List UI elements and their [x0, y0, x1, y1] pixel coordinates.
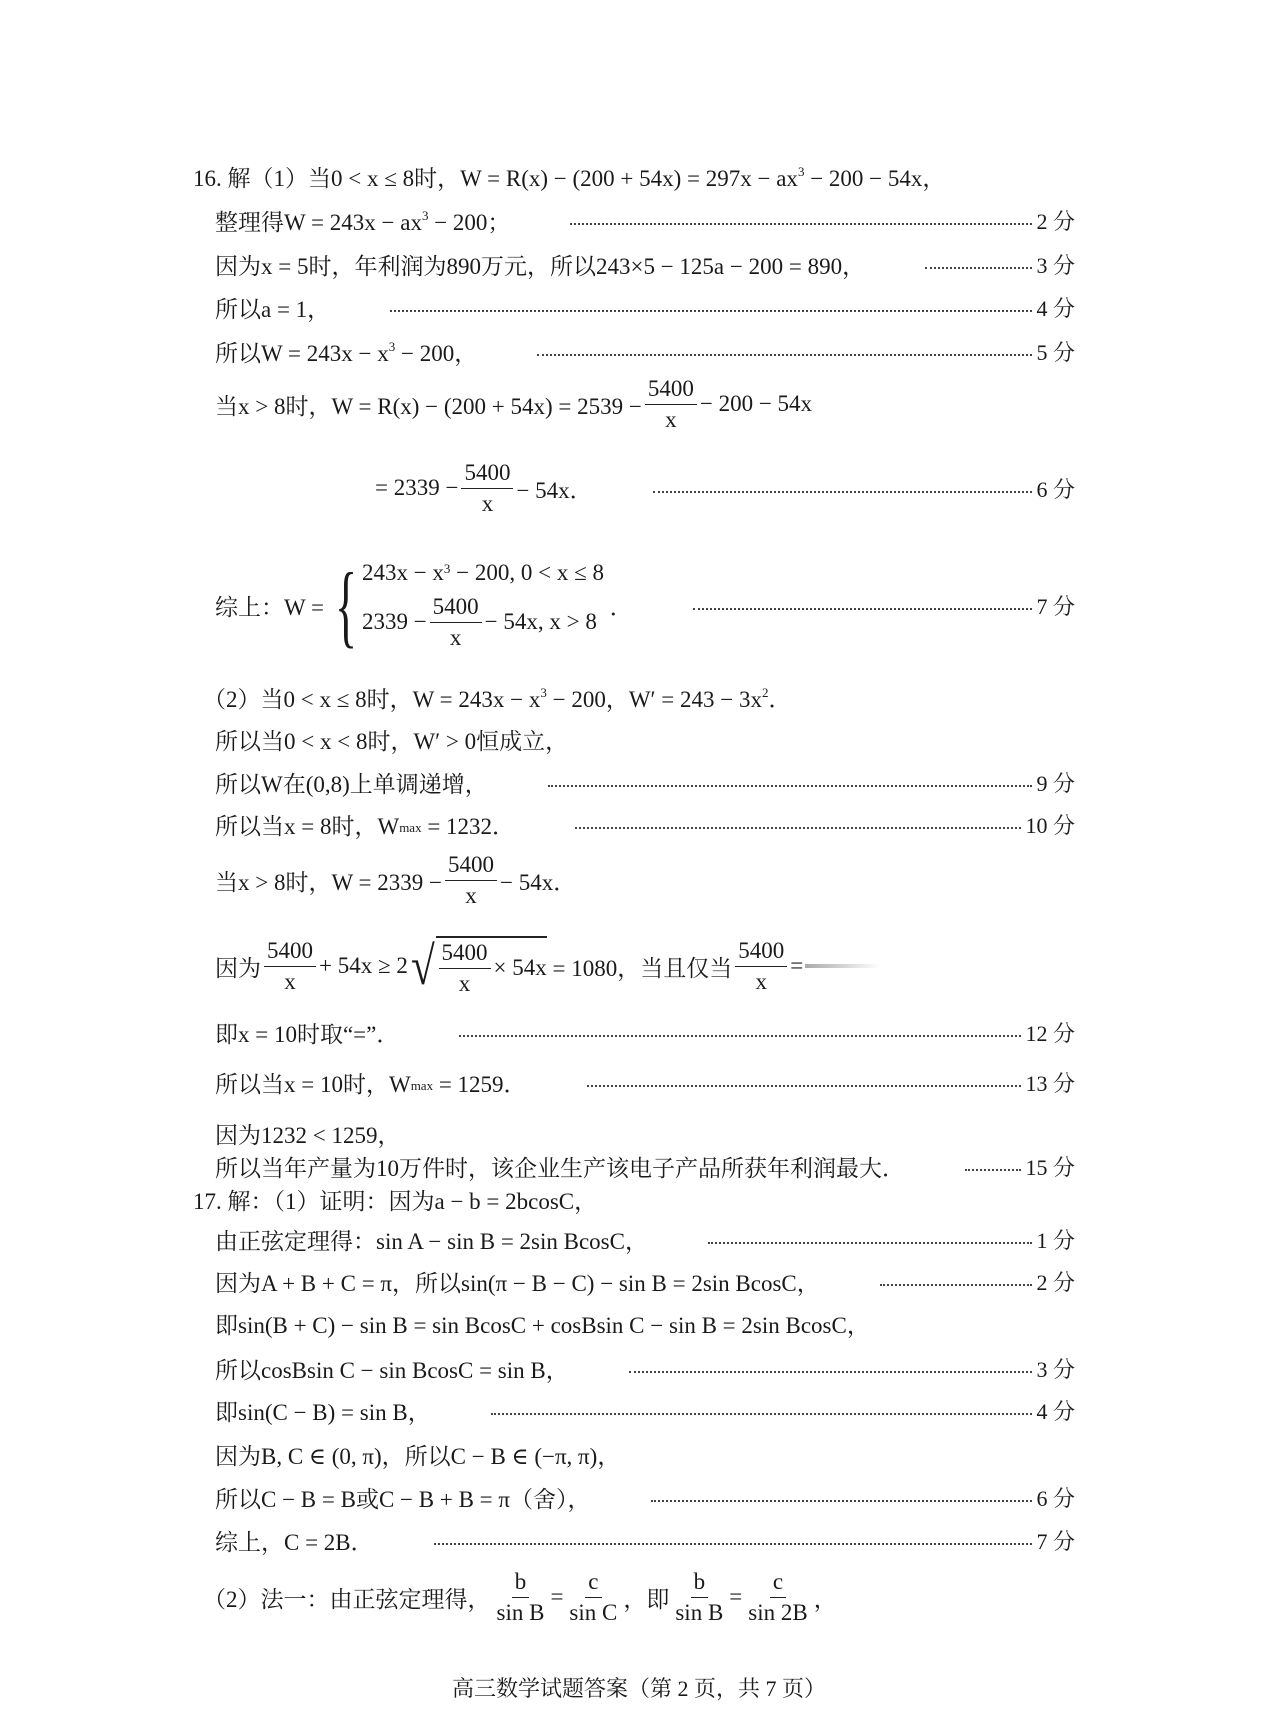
dotted-leader — [653, 491, 1033, 493]
fraction — [264, 938, 316, 994]
line-content — [215, 204, 510, 237]
dotted-leader — [965, 1169, 1021, 1171]
fraction — [566, 1569, 620, 1625]
math-text: = 1080，当且仅当 — [546, 955, 733, 981]
math-text: 所以a = 1， — [215, 296, 331, 322]
score-mark: 2 分 — [1036, 208, 1075, 234]
line-content — [215, 291, 330, 324]
dotted-leader — [434, 1543, 1033, 1545]
line-content — [215, 554, 633, 656]
score-mark: 9 分 — [1036, 770, 1075, 796]
denominator: sin B — [496, 1599, 545, 1625]
score-mark: 3 分 — [1036, 1356, 1075, 1382]
case-row — [362, 560, 604, 586]
line-content — [193, 1183, 597, 1216]
line-content — [215, 1016, 399, 1049]
line-content — [203, 681, 792, 714]
line-content — [215, 1307, 870, 1340]
numerator: c — [770, 1569, 786, 1597]
denominator: sin C — [569, 1599, 618, 1625]
math-text: = — [550, 1584, 564, 1609]
denominator: sin 2B — [748, 1599, 808, 1625]
numerator: b — [691, 1569, 709, 1597]
superscript: 3 — [540, 685, 547, 700]
math-text: 2339 − — [361, 609, 427, 634]
math-text: 因为1232 < 1259， — [215, 1122, 401, 1148]
math-text: 当x > 8时，W = R(x) − (200 + 54x) = 2539 − — [215, 393, 642, 419]
line-content — [215, 936, 880, 996]
line-content — [215, 723, 568, 756]
math-text: 17. 解：（1）证明：因为a − b = 2bcosC， — [193, 1188, 598, 1214]
denominator: x — [481, 490, 494, 516]
denominator: x — [665, 406, 677, 432]
math-text: = — [790, 953, 804, 978]
math-text: 所以W在(0,8)上单调递增， — [215, 771, 488, 797]
math-text: 综上：W = — [215, 594, 330, 620]
fraction — [445, 852, 497, 908]
line-content — [215, 1066, 527, 1099]
line-content — [215, 1117, 400, 1150]
score-mark: 7 分 — [1036, 1528, 1075, 1554]
score-mark: 13 分 — [1025, 1070, 1075, 1096]
math-text: （2）法一：由正弦定理得， — [203, 1586, 491, 1612]
score-mark: 5 分 — [1036, 339, 1075, 365]
dotted-leader — [651, 1500, 1033, 1502]
case-row — [362, 594, 604, 650]
fraction — [494, 1569, 548, 1625]
dotted-leader — [390, 310, 1032, 312]
math-text: 所以当x = 10时，W — [215, 1071, 411, 1097]
line-content — [215, 1524, 374, 1557]
page-footer: 高三数学试题答案（第 2 页，共 7 页） — [451, 1676, 826, 1701]
math-text: × 54x — [493, 955, 547, 980]
dotted-leader — [629, 1371, 1033, 1373]
superscript: 3 — [388, 339, 396, 354]
math-text: 当x > 8时，W = 2339 − — [215, 869, 442, 895]
radicand — [436, 936, 547, 996]
math-text: − 200； — [428, 209, 511, 235]
math-text: 即sin(B + C) − sin B = sin BcosC + cosBsin C − sin B = 2sin BcosC， — [215, 1312, 870, 1338]
subscript: max — [399, 820, 422, 835]
math-text: − 54x, x > 8 — [484, 609, 597, 634]
line-content — [215, 376, 812, 432]
math-text: 16. 解（1）当0 < x ≤ 8时，W = R(x) − (200 + 54x) = 297x − ax — [193, 165, 798, 191]
math-text: = 1232． — [421, 813, 516, 839]
math-text: 所以当年产量为10万件时，该企业生产该电子产品所获年利润最大． — [215, 1155, 905, 1181]
math-text: 因为B, C ∈ (0, π)，所以C − B ∈ (−π, π)， — [215, 1443, 621, 1469]
math-text: − 200 − 54x — [699, 391, 813, 416]
score-mark: 1 分 — [1036, 1227, 1075, 1253]
math-text: = — [729, 1584, 743, 1609]
math-text: − 200, 0 < x ≤ 8 — [450, 560, 604, 586]
score-mark: 2 分 — [1036, 1269, 1075, 1295]
superscript: 3 — [421, 208, 429, 223]
math-text: 即sin(C − B) = sin B， — [215, 1399, 431, 1425]
numerator: 5400 — [445, 852, 497, 880]
math-text: ，即 — [623, 1586, 670, 1612]
math-text: 由正弦定理得：sin A − sin B = 2sin BcosC， — [215, 1228, 648, 1254]
radical-sign: √ — [410, 936, 435, 996]
math-text: ， — [813, 1586, 837, 1612]
line-content — [215, 766, 488, 799]
dotted-leader — [459, 1035, 1021, 1037]
math-text: 所以W = 243x − x — [215, 340, 389, 366]
math-text: ． — [768, 686, 792, 712]
line-content — [215, 808, 515, 841]
math-text: − 200 − 54x， — [804, 165, 946, 191]
fraction — [735, 938, 787, 994]
line-content — [215, 248, 865, 281]
math-text: （2）当0 < x ≤ 8时，W = 243x − x — [203, 686, 541, 712]
dotted-leader — [880, 1284, 1033, 1286]
math-text: 所以C − B = B或C − B + B = π（舍）， — [215, 1486, 591, 1512]
dotted-leader — [693, 608, 1033, 610]
line-content — [215, 1223, 648, 1256]
denominator: sin B — [675, 1599, 724, 1625]
fraction — [430, 594, 482, 650]
line-content — [215, 335, 477, 368]
math-text: 因为x = 5时，年利润为890万元，所以243×5 − 125a − 200 = 890， — [215, 253, 866, 279]
score-mark: 4 分 — [1036, 295, 1075, 321]
denominator: x — [458, 970, 471, 996]
math-text: + 54x ≥ 2 — [319, 953, 408, 978]
math-text: − 54x． — [516, 477, 593, 503]
line-content — [215, 1481, 591, 1514]
line-content — [375, 460, 593, 516]
math-text: ． — [604, 594, 633, 620]
score-mark: 6 分 — [1036, 1485, 1075, 1511]
line-content — [215, 1352, 569, 1385]
numerator: 5400 — [645, 376, 697, 404]
line-content — [215, 1150, 905, 1183]
score-mark: 3 分 — [1036, 252, 1075, 278]
dotted-leader — [548, 785, 1033, 787]
denominator: x — [465, 882, 477, 908]
numerator: 5400 — [430, 594, 482, 622]
line-content — [203, 1569, 837, 1625]
fraction — [461, 460, 513, 516]
fraction — [645, 376, 697, 432]
score-mark: 6 分 — [1036, 476, 1075, 502]
math-text: 即x = 10时取“=”． — [215, 1021, 400, 1047]
math-text: 所以cosBsin C − sin BcosC = sin B， — [215, 1357, 569, 1383]
score-mark: 10 分 — [1025, 812, 1075, 838]
denominator: x — [755, 968, 767, 994]
fraction — [745, 1569, 810, 1625]
denominator: x — [449, 624, 462, 650]
dotted-leader — [537, 354, 1032, 356]
line-content — [215, 1394, 431, 1427]
dotted-leader — [587, 1085, 1022, 1087]
numerator: 5400 — [735, 938, 787, 966]
superscript: 3 — [797, 164, 805, 179]
superscript: 3 — [443, 561, 451, 577]
subscript: max — [410, 1078, 434, 1093]
line-content — [215, 852, 576, 908]
dotted-leader — [570, 223, 1032, 225]
score-mark: 15 分 — [1025, 1154, 1075, 1180]
numerator: 5400 — [264, 938, 316, 966]
numerator: b — [512, 1569, 530, 1597]
fraction — [672, 1569, 726, 1625]
dotted-leader — [708, 1242, 1033, 1244]
piecewise-function — [330, 554, 604, 656]
math-text: 综上，C = 2B． — [215, 1529, 374, 1555]
denominator: x — [284, 968, 296, 994]
line-content — [215, 1265, 820, 1298]
left-brace: { — [334, 554, 357, 656]
math-text: 因为 — [215, 955, 261, 981]
math-text: 因为A + B + C = π，所以sin(π − B − C) − sin B = 2sin BcosC， — [215, 1270, 820, 1296]
math-text: − 200， — [395, 340, 478, 366]
line-content — [193, 160, 945, 193]
numerator: c — [585, 1569, 601, 1597]
math-text: − 54x． — [499, 869, 577, 895]
math-text: 所以当0 < x < 8时，W′ > 0恒成立， — [215, 728, 569, 754]
math-text: 243x − x — [361, 560, 444, 586]
numerator: 5400 — [439, 940, 491, 968]
math-text: = 2339 − — [375, 475, 459, 500]
score-mark: 7 分 — [1036, 593, 1075, 619]
math-text: 整理得W = 243x − ax — [215, 209, 422, 235]
math-text: − 200，W′ = 243 − 3x — [546, 686, 762, 712]
faded-region — [805, 964, 880, 968]
math-text: = 1259． — [433, 1071, 527, 1097]
square-root — [408, 936, 547, 996]
score-mark: 4 分 — [1036, 1398, 1075, 1424]
numerator: 5400 — [461, 460, 513, 488]
math-text: 所以当x = 8时，W — [215, 813, 400, 839]
dotted-leader — [925, 267, 1032, 269]
score-mark: 12 分 — [1025, 1020, 1075, 1046]
superscript: 2 — [762, 685, 769, 700]
dotted-leader — [491, 1413, 1033, 1415]
fraction — [439, 940, 491, 996]
dotted-leader — [575, 827, 1021, 829]
line-content — [215, 1438, 620, 1471]
cases-rows — [362, 560, 604, 650]
